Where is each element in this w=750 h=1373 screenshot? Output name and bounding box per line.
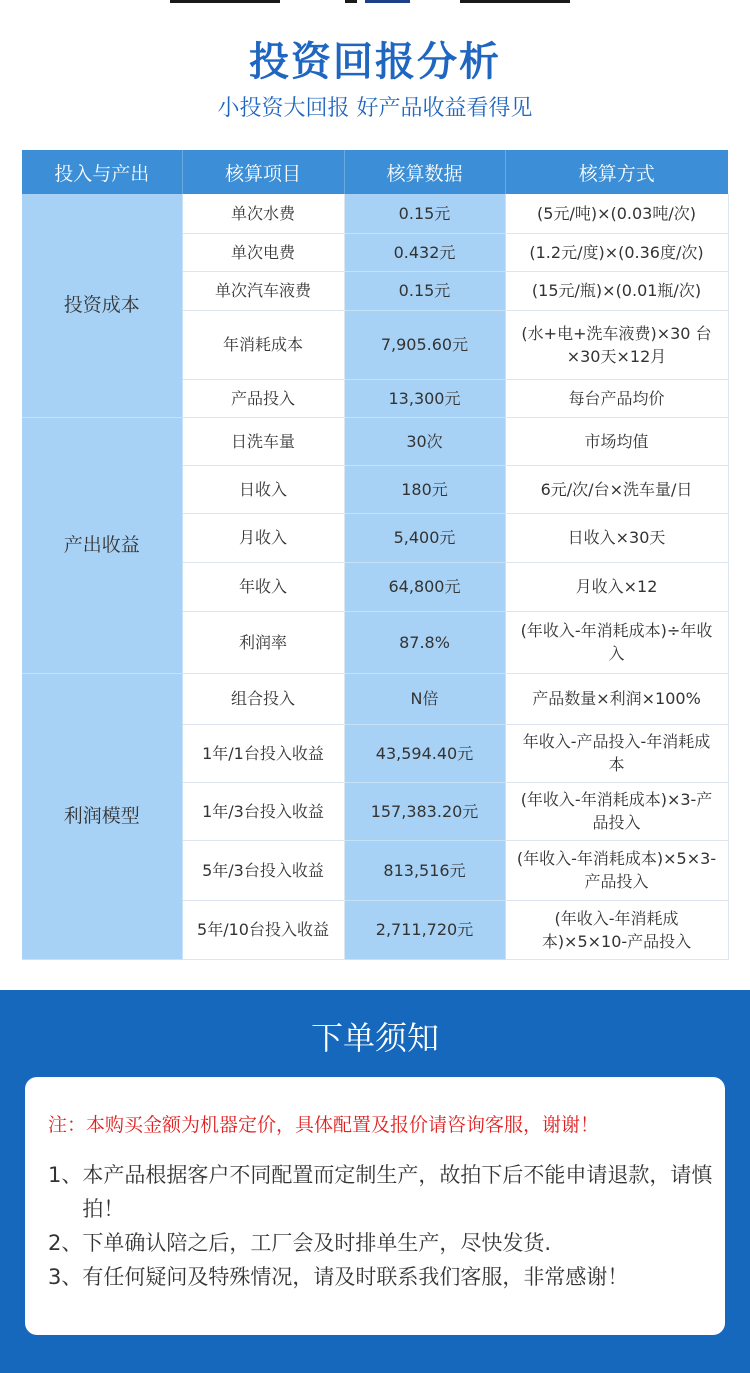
notice-list [48, 1158, 720, 1294]
list-item-text: 下单确认陪之后，工厂会及时排单生产，尽快发货. [82, 1231, 552, 1255]
roi-table [22, 150, 729, 960]
column-header: 核算数据 [344, 150, 505, 194]
method-cell: (年收入-年消耗成本)×5×10-产品投入 [505, 900, 728, 959]
list-item-number: 3、 [48, 1265, 83, 1289]
item-cell: 月收入 [182, 513, 344, 562]
list-item [48, 1260, 720, 1294]
item-cell: 组合投入 [182, 673, 344, 724]
list-item [48, 1158, 720, 1226]
page-title: 投资回报分析 [249, 39, 501, 85]
category-cell: 投资成本 [22, 194, 182, 417]
item-cell: 日收入 [182, 465, 344, 513]
data-cell: 813,516元 [344, 840, 505, 900]
method-cell: 产品数量×利润×100% [505, 673, 728, 724]
item-cell: 年收入 [182, 562, 344, 611]
data-cell: 0.15元 [344, 271, 505, 310]
method-cell: (年收入-年消耗成本)×5×3-产品投入 [505, 840, 728, 900]
item-cell: 1年/3台投入收益 [182, 782, 344, 840]
method-cell: (15元/瓶)×(0.01瓶/次) [505, 271, 728, 310]
method-cell: 每台产品均价 [505, 379, 728, 417]
page-subtitle: 小投资大回报 好产品收益看得见 [217, 96, 533, 121]
table-header-row [22, 150, 728, 194]
data-cell: N倍 [344, 673, 505, 724]
method-cell: (5元/吨)×(0.03吨/次) [505, 194, 728, 233]
data-cell: 157,383.20元 [344, 782, 505, 840]
data-cell: 0.15元 [344, 194, 505, 233]
data-cell: 43,594.40元 [344, 724, 505, 782]
item-cell: 利润率 [182, 611, 344, 673]
list-item [48, 1226, 720, 1260]
list-item-number: 2、 [48, 1231, 83, 1255]
item-cell: 1年/1台投入收益 [182, 724, 344, 782]
method-cell: 年收入-产品投入-年消耗成本 [505, 724, 728, 782]
data-cell: 30次 [344, 417, 505, 465]
data-cell: 64,800元 [344, 562, 505, 611]
item-cell: 单次水费 [182, 194, 344, 233]
list-item-number: 1、 [48, 1163, 83, 1187]
notice-title: 下单须知 [310, 1019, 439, 1057]
item-cell: 5年/10台投入收益 [182, 900, 344, 959]
data-cell: 2,711,720元 [344, 900, 505, 959]
data-cell: 87.8% [344, 611, 505, 673]
category-cell: 利润模型 [22, 673, 182, 959]
data-cell: 0.432元 [344, 233, 505, 271]
method-cell: (1.2元/度)×(0.36度/次) [505, 233, 728, 271]
list-item-text: 有任何疑问及特殊情况，请及时联系我们客服，非常感谢！ [82, 1265, 629, 1289]
item-cell: 单次电费 [182, 233, 344, 271]
method-cell: 日收入×30天 [505, 513, 728, 562]
category-cell: 产出收益 [22, 417, 182, 673]
top-image-strip [0, 0, 750, 3]
column-header: 核算方式 [505, 150, 728, 194]
item-cell: 年消耗成本 [182, 310, 344, 379]
list-item-text: 本产品根据客户不同配置而定制生产，故拍下后不能申请退款，请慎拍！ [82, 1163, 713, 1221]
method-cell: 市场均值 [505, 417, 728, 465]
data-cell: 13,300元 [344, 379, 505, 417]
data-cell: 5,400元 [344, 513, 505, 562]
item-cell: 5年/3台投入收益 [182, 840, 344, 900]
column-header: 核算项目 [182, 150, 344, 194]
method-cell: 月收入×12 [505, 562, 728, 611]
price-note: 注：本购买金额为机器定价，具体配置及报价请咨询客服，谢谢！ [48, 1114, 600, 1136]
table-row [22, 417, 728, 465]
table-row [22, 194, 728, 233]
method-cell: (年收入-年消耗成本)×3-产品投入 [505, 782, 728, 840]
data-cell: 180元 [344, 465, 505, 513]
method-cell: (年收入-年消耗成本)÷年收入 [505, 611, 728, 673]
item-cell: 产品投入 [182, 379, 344, 417]
item-cell: 日洗车量 [182, 417, 344, 465]
item-cell: 单次汽车液费 [182, 271, 344, 310]
table-row [22, 673, 728, 724]
data-cell: 7,905.60元 [344, 310, 505, 379]
column-header: 投入与产出 [22, 150, 182, 194]
method-cell: (水+电+洗车液费)×30 台×30天×12月 [505, 310, 728, 379]
method-cell: 6元/次/台×洗车量/日 [505, 465, 728, 513]
